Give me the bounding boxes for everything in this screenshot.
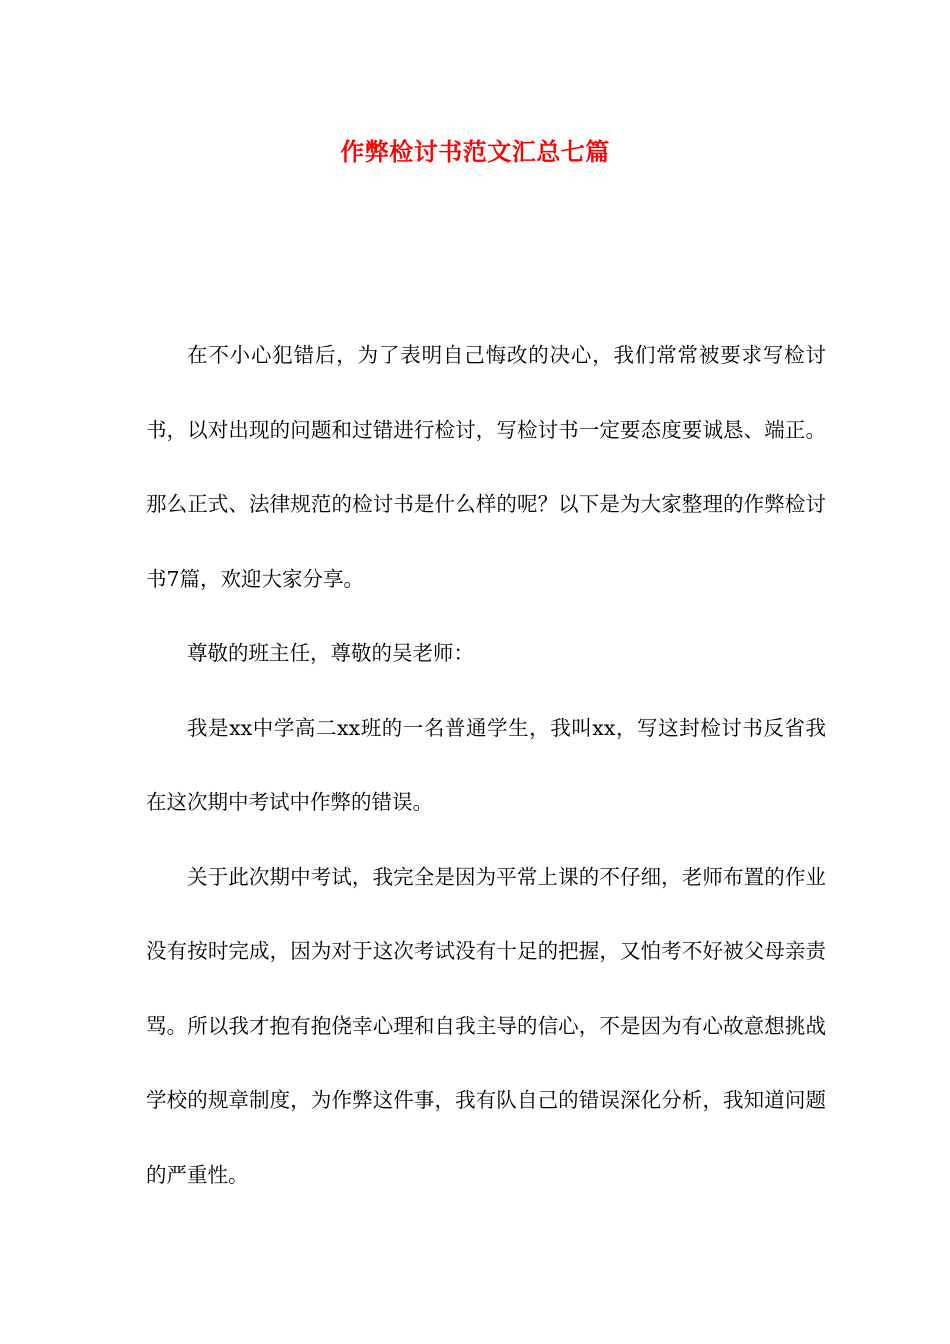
document-title: 作弊检讨书范文汇总七篇 bbox=[340, 137, 610, 166]
document-body bbox=[146, 318, 826, 1212]
paragraph-self-introduction: 我是xx中学高二xx班的一名普通学生，我叫xx，写这封检讨书反省我在这次期中考试中作弊的错误。 bbox=[146, 715, 826, 814]
paragraph-intro: 在不小心犯错后，为了表明自己悔改的决心，我们常常被要求写检讨书，以对出现的问题和过错进行检讨，写检讨书一定要态度要诚恳、端正。那么正式、法律规范的检讨书是什么样的呢？以下是为大家整理的作弊检讨书7篇，欢迎大家分享。 bbox=[146, 343, 826, 591]
paragraph-salutation: 尊敬的班主任，尊敬的吴老师： bbox=[187, 641, 474, 665]
paragraph-explanation: 关于此次期中考试，我完全是因为平常上课的不仔细，老师布置的作业没有按时完成，因为对于这次考试没有十足的把握，又怕考不好被父母亲责骂。所以我才抱有抱侥幸心理和自我主导的信心，不是因为有心故意想挑战学校的规章制度，为作弊这件事，我有队自己的错误深化分析，我知道问题的严重性。 bbox=[146, 864, 826, 1187]
